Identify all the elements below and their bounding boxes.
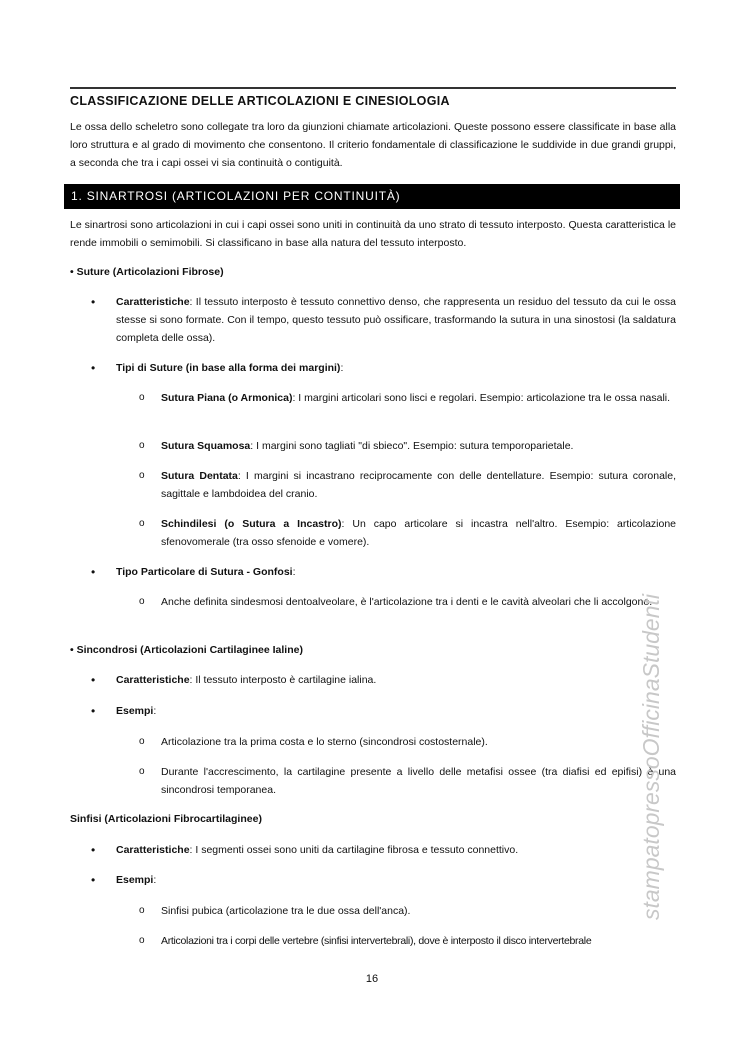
suture-type: [161, 515, 676, 551]
label: Sutura Dentata: [161, 470, 238, 482]
text: : Il tessuto interposto è tessuto connettivo denso, che rappresenta un residuo del tessuto da cui le ossa stesse si sono formate. Con il tempo, questo tessuto può ossificare, trasformando la sutura in una sinostosi (la saldatura completa delle ossa).: [116, 296, 676, 344]
circle-bullet-icon: o: [139, 905, 145, 916]
text: :: [340, 362, 344, 374]
section-heading: 1. SINARTROSI (ARTICOLAZIONI PER CONTINUITÀ): [64, 184, 680, 209]
text: : I margini articolari sono lisci e regolari. Esempio: articolazione tra le ossa nasali.: [292, 392, 671, 404]
text: : Il tessuto interposto è cartilagine ialina.: [189, 674, 377, 686]
bullet-icon: •: [91, 295, 96, 309]
suture-type: [161, 467, 676, 503]
label: Esempi: [116, 874, 154, 886]
example-item: Durante l'accrescimento, la cartilagine presente a livello delle metafisi ossee (tra diafisi ed epifisi) è una sincondrosi temporanea.: [161, 766, 676, 796]
label: Tipi di Suture (in base alla forma dei margini): [116, 362, 341, 374]
circle-bullet-icon: o: [139, 736, 145, 747]
example-item: Sinfisi pubica (articolazione tra le due ossa dell'anca).: [161, 905, 411, 917]
bullet-icon: •: [91, 673, 96, 687]
text: : I segmenti ossei sono uniti da cartilagine fibrosa e tessuto connettivo.: [189, 844, 519, 856]
circle-bullet-icon: o: [139, 392, 145, 403]
circle-bullet-icon: o: [139, 766, 145, 777]
gonfosi-text: Anche definita sindesmosi dentoalveolare, è l'articolazione tra i denti e le cavità alveolari che li accolgono.: [161, 596, 653, 608]
example-item: Articolazioni tra i corpi delle vertebre (sinfisi intervertebrali), dove è interposto il disco intervertebrale: [161, 935, 592, 947]
sinfisi-caratteristiche: [116, 841, 676, 859]
text: : Un capo articolare si incastra nell'altro. Esempio: articolazione sfenovomerale (tra osso sfenoide e vomere).: [161, 518, 677, 548]
sinfisi-esempi: [116, 871, 156, 889]
label: Sutura Piana (o Armonica): [161, 392, 293, 404]
intro-paragraph: Le ossa dello scheletro sono collegate tra loro da giunzioni chiamate articolazioni. Queste possono essere classificate in base alla loro struttura e al grado di movimento che consentono. Il criterio fondamentale di classificazione le suddivide in due grandi gruppi, a seconda che tra i capi ossei vi sia continuità o contiguità.: [70, 121, 676, 169]
label: Caratteristiche: [116, 674, 190, 686]
section-intro: Le sinartrosi sono articolazioni in cui i capi ossei sono uniti in continuità da uno strato di tessuto interposto. Questa caratteristica le rende immobili o semimobili. Si classificano in base alla natura del tessuto interposto.: [70, 219, 676, 249]
circle-bullet-icon: o: [139, 518, 145, 529]
circle-bullet-icon: o: [139, 935, 145, 946]
top-rule: [70, 87, 676, 89]
text: :: [292, 566, 296, 578]
suture-tipi: [116, 359, 343, 377]
sincondrosi-heading: • Sincondrosi (Articolazioni Cartilaginee Ialine): [70, 644, 303, 656]
bullet-icon: •: [91, 873, 96, 887]
page-number: 16: [365, 973, 379, 985]
circle-bullet-icon: o: [139, 470, 145, 481]
page-title: CLASSIFICAZIONE DELLE ARTICOLAZIONI E CINESIOLOGIA: [70, 94, 450, 108]
circle-bullet-icon: o: [139, 596, 145, 607]
bullet-icon: •: [91, 565, 96, 579]
sincondrosi-esempi: [116, 702, 156, 720]
label: Caratteristiche: [116, 844, 190, 856]
gonfosi-heading: [116, 563, 296, 581]
circle-bullet-icon: o: [139, 440, 145, 451]
text: :: [153, 705, 157, 717]
suture-type: [161, 437, 676, 455]
sincondrosi-caratteristiche: [116, 671, 676, 689]
text: : I margini si incastrano reciprocamente con delle dentellature. Esempio: sutura coronale, sagittale e lambdoidea del cranio.: [161, 470, 676, 500]
bullet-icon: •: [91, 704, 96, 718]
sinfisi-heading: Sinfisi (Articolazioni Fibrocartilaginee): [70, 813, 262, 825]
bullet-icon: •: [91, 361, 96, 375]
label: Sutura Squamosa: [161, 440, 251, 452]
suture-heading: • Suture (Articolazioni Fibrose): [70, 266, 224, 278]
example-item: Articolazione tra la prima costa e lo sterno (sincondrosi costosternale).: [161, 736, 488, 748]
text: :: [153, 874, 157, 886]
text: : I margini sono tagliati "di sbieco". Esempio: sutura temporoparietale.: [250, 440, 574, 452]
label: Caratteristiche: [116, 296, 190, 308]
bullet-icon: •: [91, 843, 96, 857]
suture-type: [161, 389, 676, 407]
label: Tipo Particolare di Sutura - Gonfosi: [116, 566, 293, 578]
label: Esempi: [116, 705, 154, 717]
label: Schindilesi (o Sutura a Incastro): [161, 518, 342, 530]
watermark: stampatopressoOfficinaStudenti: [638, 593, 664, 920]
suture-caratteristiche: [116, 293, 676, 347]
